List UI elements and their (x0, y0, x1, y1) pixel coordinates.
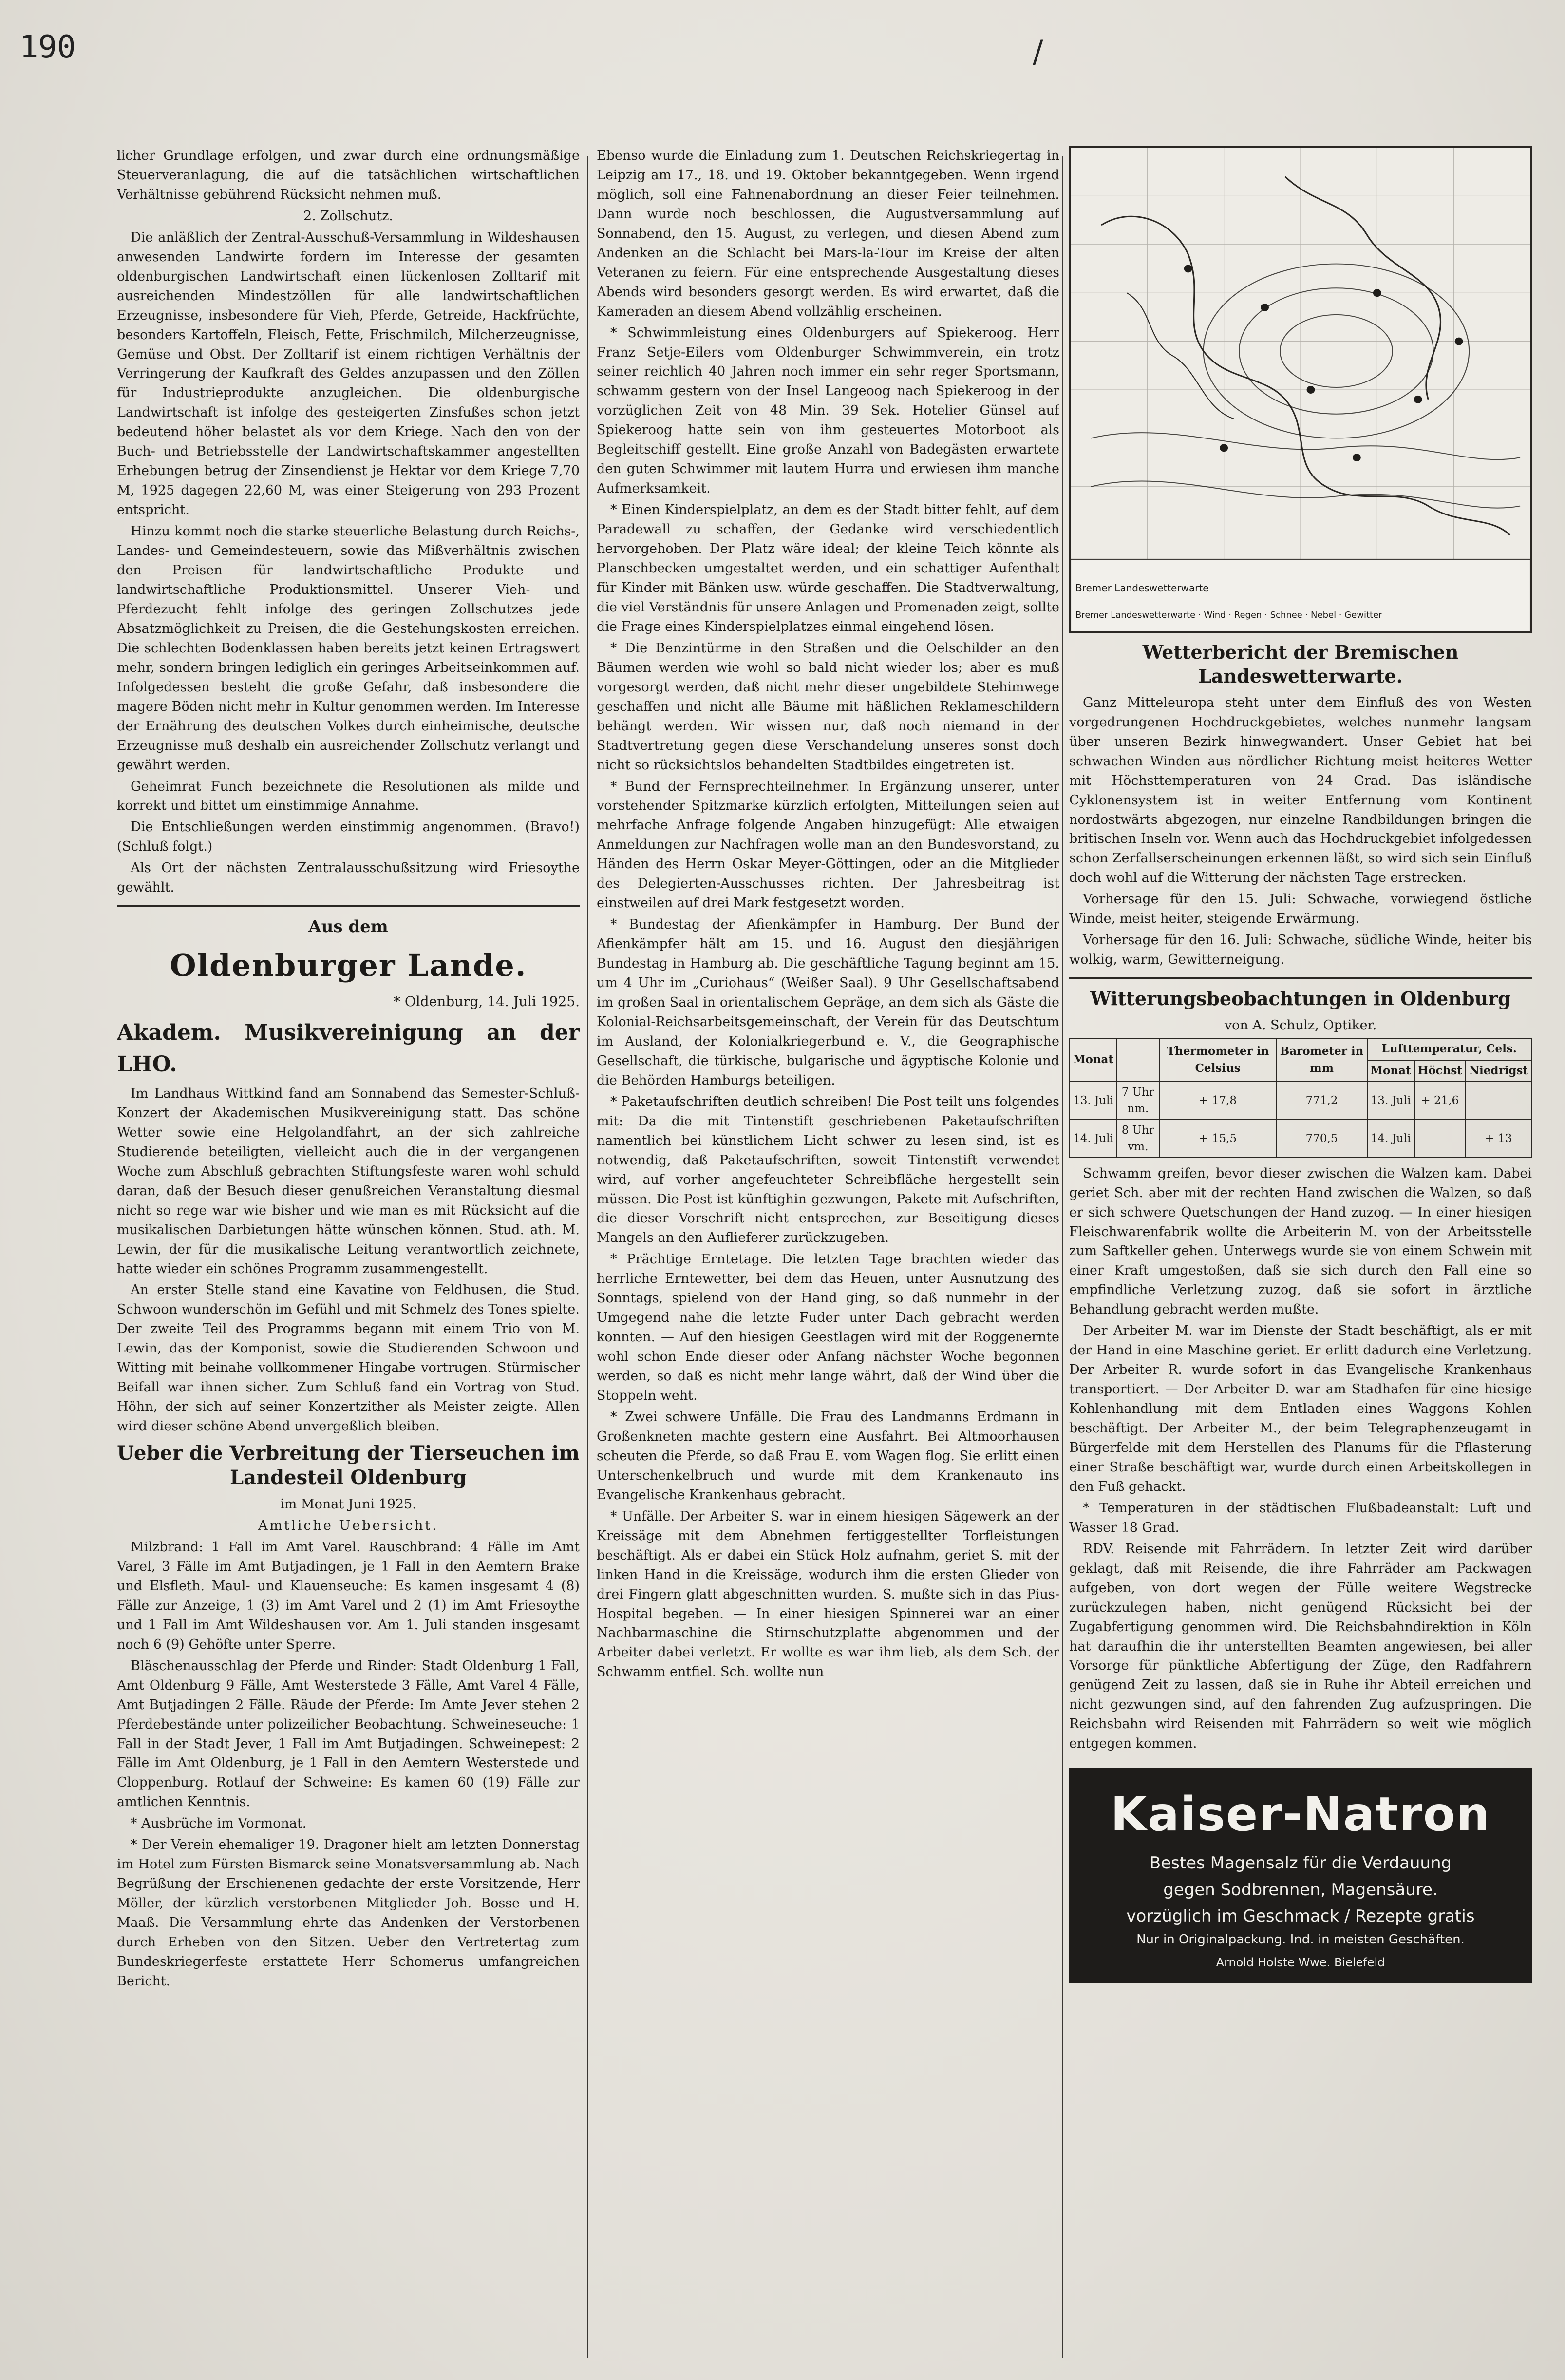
table-header: Monat (1367, 1060, 1414, 1082)
table-cell (1414, 1120, 1466, 1158)
paragraph: * Der Verein ehemaliger 19. Dragoner hielt am letzten Donnerstag im Hotel zum Fürsten Bismarck seine Monatsversammlung ab. Nach Begrüßung der Erschienenen gedachte der erste Vorsitzende, Herr Möller, der kürzlich verstorbenen Mitglieder Joh. Bosse und H. Maaß. Die Versammlung ehrte das Andenken der Verstorbenen durch Erheben von den Sitzen. Ueber den Vertretertag zum Bundeskriegerfeste erstattete Herr Schomerus umfangreichen Bericht. (117, 1837, 580, 1989)
observations-title: Witterungsbeobachtungen in Oldenburg (1090, 988, 1511, 1010)
table-cell (1466, 1082, 1531, 1120)
weather-map-graphic (1071, 148, 1530, 632)
table-header (1117, 1038, 1159, 1081)
paragraph: * Die Benzintürme in den Straßen und die Oelschilder an den Bäumen werden wie wohl so bald nicht wieder los; aber es muß vorgesorgt werden, daß nicht mehr dieser ungebildete Stehimwege geschaffen und nicht alle Bäume mit häßlichen Reklameschildern behängt werden. Wir wissen nur, daß noch niemand in der Stadtvertretung gegen diese Verschandelung unseres sonst doch nicht so rücksichtslos behandelten Stadtbildes eingetreten ist. (597, 640, 1059, 773)
table-cell: + 13 (1466, 1120, 1531, 1158)
section-heading-zollschutz: 2. Zollschutz. (303, 208, 394, 224)
ad-line: vorzüglich im Geschmack / Rezepte gratis (1126, 1906, 1475, 1926)
ad-line: Nur in Originalpackung. Ind. in meisten Geschäften. (1136, 1932, 1465, 1947)
paragraph: Vorhersage für den 15. Juli: Schwache, vorwiegend östliche Winde, meist heiter, steigende Erwärmung. (1069, 892, 1532, 927)
paragraph: * Bund der Fernsprechteilnehmer. In Ergänzung unserer, unter vorstehender Spitzmarke kürzlich erfolgten, Mitteilungen seien auf mehrfache Anfrage folgende Angaben hinzugefügt: Alle etwaigen Anmeldungen zur Nachfragen wolle man an den Bundesvorstand, zu Händen des Herrn Oskar Meyer-Göttingen, oder an die Mitglieder des Delegierten-Ausschusses richten. Der Jahresbeitrag ist einstweilen auf drei Mark festgesetzt worden. (597, 779, 1059, 911)
table-header: Barometer in mm (1277, 1038, 1367, 1081)
paragraph: * Temperaturen in der städtischen Flußbadeanstalt: Luft und Wasser 18 Grad. (1069, 1500, 1532, 1535)
divider (117, 905, 580, 907)
column-3 (1069, 146, 1532, 2368)
table-cell: + 15,5 (1159, 1120, 1277, 1158)
table-header: Monat (1070, 1038, 1117, 1081)
advertisement-kaiser-natron (1069, 1768, 1532, 1983)
column-rule-1 (587, 156, 588, 2358)
table-cell: 14. Juli (1070, 1120, 1117, 1158)
page-number: 190 (19, 29, 76, 65)
weather-report-title: Wetterbericht der Bremischen Landeswetterwarte. (1142, 641, 1459, 687)
paragraph: An erster Stelle stand eine Kavatine von Feldhusen, die Stud. Schwoon wunderschön im Gefühl und mit Schmelz des Tones spielte. Der zweite Teil des Programms begann mit einem Trio von M. Lewin, das der Komponist, sowie die Studierenden Schwoon und Witting mit beinahe vollkommener Hingabe vortrugen. Stürmischer Beifall war ihnen sicher. Zum Schluß fand ein Vortrag von Stud. Höhn, der sich auf seiner Konzertzither als Meister zeigte. Allen wird dieser schöne Abend unvergeßlich bleiben. (117, 1282, 580, 1434)
observations-subtitle: von A. Schulz, Optiker. (1224, 1017, 1377, 1033)
paragraph: Ebenso wurde die Einladung zum 1. Deutschen Reichskriegertag in Leipzig am 17., 18. und 19. Oktober bekanntgegeben. Wenn irgend möglich, soll eine Fahnenabordnung an dieser Feier teilnehmen. Dann wurde noch beschlossen, die Augustversammlung auf Sonnabend, den 15. August, zu verlegen, und diesen Abend zum Andenken an die Schlacht bei Mars-la-Tour im Kreise der alten Veteranen zu feiern. Für eine entsprechende Ausgestaltung dieses Abends wird besonders gesorgt werden. Es wird erwartet, daß die Kameraden an diesem Abend vollzählig erscheinen. (597, 148, 1059, 319)
column-rule-2 (1062, 156, 1063, 2358)
table-cell: 770,5 (1277, 1120, 1367, 1158)
table-header: Thermometer in Celsius (1159, 1038, 1277, 1081)
folio-mark: / (1033, 34, 1043, 70)
paragraph: Die anläßlich der Zentral-Ausschuß-Versammlung in Wildeshausen anwesenden Landwirte fordern im Interesse der gesamten oldenburgischen Landwirtschaft einen lückenlosen Zolltarif mit ausreichenden Mindestzöllen für alle landwirtschaftlichen Erzeugnisse, insbesondere für Vieh, Pferde, Getreide, Hackfrüchte, besonders Kartoffeln, Fleisch, Fette, Frischmilch, Milcherzeugnisse, Gemüse und Obst. Der Zolltarif ist einem richtigen Verhältnis der Verringerung der Kaufkraft des Geldes anzupassen und den Zöllen für Industrieprodukte anzugleichen. Die oldenburgische Landwirtschaft ist infolge des gesteigerten Zinsfußes schon jetzt bedeutend höher belastet als vor dem Kriege. Nach den von der Buch- und Betriebsstelle der Landwirtschaftskammer angestellten Erhebungen betrug der Zinsendienst je Hektar vor dem Kriege 7,70 M, 1925 dagegen 22,60 M, was einer Steigerung von 293 Prozent entspricht. (117, 229, 580, 518)
paragraph: Der Arbeiter M. war im Dienste der Stadt beschäftigt, als er mit der Hand in eine Maschine geriet. Er erlitt dadurch eine Verletzung. Der Arbeiter R. wurde sofort in das Evangelische Krankenhaus transportiert. — Der Arbeiter D. war am Stadhafen für eine hiesige Kohlenhandlung mit dem Entladen eines Waggons Kohlen beschäftigt. Der Arbeiter M., der beim Telegraphenzeugamt in Bürgerfelde mit dem Herstellen des Planums für die Pflasterung einer Straße beschäftigt war, wurde durch einen Arbeitskollegen in den Fuß gehackt. (1069, 1323, 1532, 1494)
dateline: * Oldenburg, 14. Juli 1925. (393, 993, 580, 1010)
table-header: Niedrigst (1466, 1060, 1531, 1082)
table-cell: 771,2 (1277, 1082, 1367, 1120)
table-cell: + 21,6 (1414, 1082, 1466, 1120)
paragraph: * Prächtige Erntetage. Die letzten Tage brachten wieder das herrliche Erntewetter, bei dem das Heuen, unter Ausnutzung des Sonntags, spielend von der Hand ging, so daß nunmehr in der Umgegend nahe die letzte Fuder unter Dach gebracht werden konnten. — Auf den hiesigen Geestlagen wird mit der Roggenernte wohl schon Ende dieser oder Anfang nächster Woche begonnen werden, so daß es nicht mehr lange währt, daß der Wind über die Stoppeln weht. (597, 1252, 1059, 1404)
table-cell: 8 Uhr vm. (1117, 1120, 1159, 1158)
paragraph: RDV. Reisende mit Fahrrädern. In letzter Zeit wird darüber geklagt, daß mit Reisende, die ihre Fahrräder am Packwagen aufgeben, von dort wegen der Fülle weitere Wegstrecke zurückzulegen haben, nicht genügend Rücksicht bei der Zugabfertigung genommen wird. Die Reichsbahndirektion in Köln hat daraufhin die ihr unterstellten Beamten angewiesen, bei aller Vorsorge für pünktliche Abfertigung der Züge, den Radfahrern genügend Zeit zu lassen, daß sie in Ruhe ihr Abteil erreichen und nicht gezwungen sind, auf den fahrenden Zug aufzuspringen. Die Reichsbahn wird Reisenden mit Fahrrädern so weit wie möglich entgegen kommen. (1069, 1541, 1532, 1752)
paragraph: * Zwei schwere Unfälle. Die Frau des Landmanns Erdmann in Großenkneten machte gestern eine Ausfahrt. Bei Altmoorhausen scheuten die Pferde, so daß Frau E. vom Wagen flog. Sie erlitt einen Unterschenkelbruch und wurde mit dem Krankenauto ins Evangelische Krankenhaus gebracht. (597, 1409, 1059, 1503)
article-title-musik: Akadem. Musikvereinigung an der LHO. (117, 1020, 580, 1077)
ad-line: gegen Sodbrennen, Magensäure. (1163, 1880, 1438, 1900)
paragraph: * Einen Kinderspielplatz, an dem es der Stadt bitter fehlt, auf dem Paradewall zu schaffen, der Gedanke wird verschiedentlich hervorgehoben. Der Platz wäre ideal; der kleine Teich könnte als Planschbecken umgestaltet werden, und ein schattiger Aufenthalt für Kinder mit Bänken usw. würde geschaffen. Die Stadtverwaltung, die viel Verständnis für unsere Anlagen und Promenaden zeigt, sollte die Frage eines Kinderspielplatzes einmal eingehend lösen. (597, 502, 1059, 634)
paragraph: Vorhersage für den 16. Juli: Schwache, südliche Winde, heiter bis wolkig, warm, Gewitterneigung. (1069, 933, 1532, 968)
paragraph: Die Entschließungen werden einstimmig angenommen. (Bravo!) (Schluß folgt.) (117, 819, 580, 855)
observations-table (1069, 1038, 1532, 1158)
table-header-row (1070, 1038, 1531, 1060)
ad-footer: Arnold Holste Wwe. Bielefeld (1216, 1955, 1385, 1969)
map-legend: Bremer Landeswetterwarte · Wind · Regen · Schnee · Nebel · Gewitter (1075, 610, 1382, 621)
paragraph: * Schwimmleistung eines Oldenburgers auf Spiekeroog. Herr Franz Setje-Eilers vom Oldenburger Schwimmverein, ein trotz seiner reichlich 40 Jahren noch immer ein sehr reger Sportsmann, schwamm gestern von der Insel Langeoog nach Spiekeroog in der vorzüglichen Zeit von 48 Min. 39 Sek. Hotelier Günsel auf Spiekeroog hatte sein von ihm gesteuertes Motorboot als Begleitschiff gestellt. Eine große Anzahl von Badegästen erwartete den guten Schwimmer mit lautem Hurra und erwiesen ihm manche Aufmerksamkeit. (597, 325, 1059, 496)
section-title: Oldenburger Lande. (170, 947, 527, 983)
column-1 (117, 146, 580, 2368)
weather-map (1069, 146, 1532, 633)
paragraph: * Bundestag der Afienkämpfer in Hamburg. Der Bund der Afienkämpfer hält am 15. und 16. August den diesjährigen Bundestag in Hamburg ab. Die geschäftliche Tagung beginnt am 15. um 4 Uhr im „Curiohaus“ (Weißer Saal). 9 Uhr Gesellschaftsabend im großen Saal in orientalischem Gepräge, an dem sich als Gäste die Kolonial-Reichsarbeitsgemeinschaft, der Verein für das Deutschtum im Ausland, der Kolonialkriegerbund e. V., die Geographische Gesellschaft, die türkische, bulgarische und ägyptische Kolonie und die Behörden Hamburgs beteiligen. (597, 917, 1059, 1088)
table-cell: 14. Juli (1367, 1120, 1414, 1158)
paragraph: Als Ort der nächsten Zentralausschußsitzung wird Friesoythe gewählt. (117, 860, 580, 895)
article-subtitle: im Monat Juni 1925. (280, 1497, 416, 1512)
paragraph: * Unfälle. Der Arbeiter S. war in einem hiesigen Sägewerk an der Kreissäge mit dem Abnehmen fertiggestellter Torfleistungen beschäftigt. Als er dabei ein Stück Holz aufnahm, geriet S. mit der linken Hand in die Kreissäge, wodurch ihm die ersten Glieder von drei Fingern glatt abgeschnitten wurden. S. mußte sich in das Pius-Hospital begeben. — In einer hiesigen Spinnerei war an einer Nachbarmaschine die Stirnschutzplatte abgenommen und der Arbeiter dabei verletzt. Er wollte es war ihm lieb, als dem Sch. der Schwamm entfiel. Sch. wollte nun (597, 1508, 1059, 1680)
divider (1069, 977, 1532, 979)
article-subtitle: Amtliche Uebersicht. (258, 1518, 438, 1534)
paragraph: * Paketaufschriften deutlich schreiben! Die Post teilt uns folgendes mit: Da die mit Tintenstift geschriebenen Paketaufschriften namentlich bei künstlichem Licht schwer zu lesen sind, ist es notwendig, daß Paketaufschriften, soweit Tintenstift verwendet wird, auf vorher angefeuchteter Schreibfläche hergestellt sein müssen. Die Post ist künftighin gezwungen, Pakete mit Aufschriften, die dieser Vorschrift nicht entsprechen, zur Beseitigung dieses Mangels an den Auflieferer zurückzugeben. (597, 1094, 1059, 1246)
paragraph: Geheimrat Funch bezeichnete die Resolutionen als milde und korrekt und bittet um einstimmige Annahme. (117, 779, 580, 814)
paragraph: Milzbrand: 1 Fall im Amt Varel. Rauschbrand: 4 Fälle im Amt Varel, 3 Fälle im Amt Butjadingen, je 1 Fall in den Aemtern Brake und Elsfleth. Maul- und Klauenseuche: Es kamen insgesamt 4 (8) Fälle zur Anzeige, 1 (3) im Amt Varel und 2 (1) im Amt Friesoythe und 1 Fall im Amt Wildeshausen vor. Am 1. Juli standen insgesamt noch 6 (9) Gehöfte unter Sperre. (117, 1540, 580, 1652)
table-cell: 7 Uhr nm. (1117, 1082, 1159, 1120)
paragraph: Im Landhaus Wittkind fand am Sonnabend das Semester-Schluß-Konzert der Akademischen Musikvereinigung statt. Das schöne Wetter sowie eine Helgolandfahrt, an der sich zahlreiche Studierende beteiligten, vielleicht auch die in der vergangenen Woche zum Abschluß gebrachten Stiftungsfeste waren wohl schuld daran, daß der Besuch dieser genußreichen Veranstaltung diesmal nicht so rege war wie bisher und wie man es mit Rücksicht auf die musikalischen Darbietungen hätte wünschen können. Stud. ath. M. Lewin, der für die musikalische Leitung verantwortlich zeichnete, hatte wieder ein schönes Programm zusammengestellt. (117, 1085, 580, 1276)
paragraph: * Ausbrüche im Vormonat. (131, 1816, 307, 1831)
ad-title: Kaiser-Natron (1110, 1787, 1491, 1842)
section-kicker: Aus dem (308, 917, 388, 937)
article-title-tierseuchen: Ueber die Verbreitung der Tierseuchen im Landesteil Oldenburg (117, 1442, 580, 1489)
intro-paragraph: licher Grundlage erfolgen, und zwar durch eine ordnungsmäßige Steuerveranlagung, die auf die tatsächlichen wirtschaftlichen Verhältnisse gebührend Rücksicht nehmen muß. (117, 148, 580, 202)
table-cell: 13. Juli (1367, 1082, 1414, 1120)
table-cell: 13. Juli (1070, 1082, 1117, 1120)
paragraph: Schwamm greifen, bevor dieser zwischen die Walzen kam. Dabei geriet Sch. aber mit der rechten Hand zwischen die Walzen, so daß er sich schwere Quetschungen der Hand zuzog. — In einer hiesigen Fleischwarenfabrik wollte die Arbeiterin M. von der Arbeitsstelle zum Saftkeller gehen. Unterwegs wurde sie von einem Schwein mit einer Kraft umgestoßen, daß sie sich durch den Fall eine so empfindliche Verletzung zuzog, daß sie sofort in ärztliche Behandlung gebracht werden mußte. (1069, 1165, 1532, 1317)
table-cell: + 17,8 (1159, 1082, 1277, 1120)
table-header-group: Lufttemperatur, Cels. (1367, 1038, 1531, 1060)
paragraph: Hinzu kommt noch die starke steuerliche Belastung durch Reichs-, Landes- und Gemeindesteuern, sowie das Mißverhältnis zwischen den Preisen für landwirtschaftliche Produkte und landwirtschaftliche Produktionsmittel. Unserer Vieh- und Pferdezucht fehlt infolge des geringen Zollschutzes jede Absatzmöglichkeit zu Preisen, die die Gestehungskosten erreichen. Die schlechten Bodenklassen haben bereits jetzt keinen Ertragswert mehr, sondern bringen lediglich ein geringes Arbeitseinkommen auf. Infolgedessen besteht die große Gefahr, daß insbesondere die magere Böden nicht mehr in Kultur genommen werden. Im Interesse der Ernährung des deutschen Volkes durch einheimische, deutsche Erzeugnisse muß deshalb ein ausreichender Zollschutz verlangt und gewährt werden. (117, 524, 580, 773)
table-row (1070, 1120, 1531, 1158)
table-header: Höchst (1414, 1060, 1466, 1082)
table-row (1070, 1082, 1531, 1120)
ad-line: Bestes Magensalz für die Verdauung (1149, 1853, 1452, 1873)
map-caption: Bremer Landeswetterwarte (1075, 582, 1209, 594)
paragraph: Ganz Mitteleuropa steht unter dem Einfluß des von Westen vorgedrungenen Hochdruckgebietes, welches nunmehr langsam über unseren Bezirk hinwegwandert. Unser Gebiet hat bei schwachen Winden aus nördlicher Richtung meist heiteres Wetter mit Höchsttemperaturen von 24 Grad. Das isländische Cyklonensystem ist in weiter Entfernung vom Kontinent nordostwärts abgezogen, nur einzelne Randbildungen bringen die britischen Inseln vor. Wenn auch das Hochdruckgebiet infolgedessen schon Zerfallserscheinungen erkennen läßt, so wird sich sein Einfluß doch wohl auf die Witterung der nächsten Tage erstrecken. (1069, 695, 1532, 886)
column-2 (597, 146, 1059, 2368)
paragraph: Bläschenausschlag der Pferde und Rinder: Stadt Oldenburg 1 Fall, Amt Oldenburg 9 Fälle, Amt Westerstede 3 Fälle, Amt Varel 4 Fälle, Amt Butjadingen 2 Fälle. Räude der Pferde: Im Amte Jever stehen 2 Pferdebestände unter polizeilicher Beobachtung. Schweineseuche: 1 Fall in der Stadt Jever, 1 Fall im Amt Butjadingen. Schweinepest: 2 Fälle im Amt Oldenburg, je 1 Fall in den Aemtern Westerstede und Cloppenburg. Rotlauf der Schweine: Es kamen 60 (19) Fälle zur amtlichen Kenntnis. (117, 1658, 580, 1810)
